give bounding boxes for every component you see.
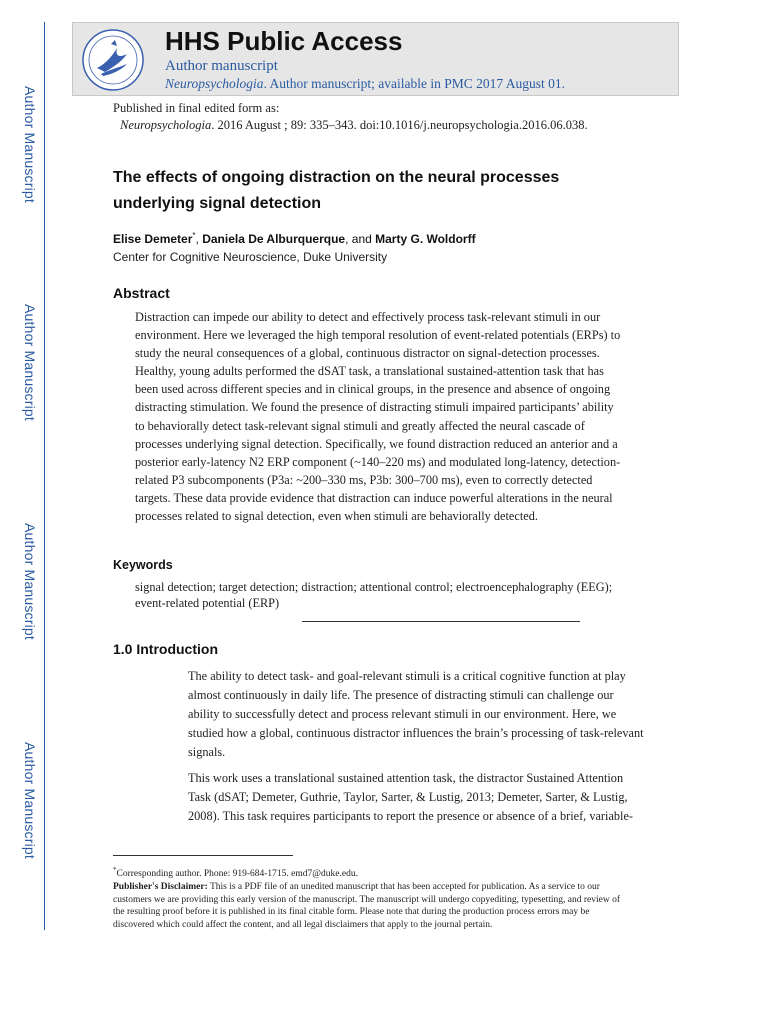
section-divider [302,621,580,622]
abstract-line: been used across different species and in clinical groups, in the presence and absence of ongoing [135,382,611,397]
author-separator: , [195,232,203,246]
footnote-rule [113,855,293,856]
title-line: underlying signal detection [113,195,322,212]
published-in [113,100,588,134]
abstract-body [135,308,640,525]
intro-line: This work uses a translational sustained attention task, the distractor Sustained Attention [188,771,624,785]
keywords-line: signal detection; target detection; distraction; attentional control; electroencephalography (EEG); [135,580,613,594]
published-journal: Neuropsychologia [120,118,212,132]
hhs-title: HHS Public Access [165,26,403,56]
abstract-line: targets. These data provide evidence that distraction can induce powerful alterations in the neural [135,490,613,505]
side-label-author-manuscript: Author Manuscript [22,304,38,422]
intro-line: almost continuously in daily life. The presence of distracting stimuli can challenge our [188,688,614,702]
intro-line: The ability to detect task- and goal-relevant stimuli is a critical cognitive function at play [188,669,626,683]
author-list [113,231,476,246]
title-line: The effects of ongoing distraction on the neural processes [113,169,560,186]
abstract-line: distracting stimulation. We found the presence of distracting stimuli impaired participants’ ability [135,400,614,415]
abstract-line: Healthy, young adults performed the dSAT task, a translational sustained-attention task that has [135,364,604,379]
abstract-line: related P3 subcomponents (P3a: ~200–330 ms, P3b: 300–700 ms), even to correctly detected [135,472,593,487]
disclaimer-line: discovered which could affect the content, and all legal disclaimers that apply to the journal pertain. [113,919,493,930]
author-separator: , and [345,232,376,246]
footnote-text: Corresponding author. Phone: 919-684-1715. emd7@duke.edu. [116,869,358,880]
published-citation-text: . 2016 August ; 89: 335–343. doi:10.1016/j.neuropsychologia.2016.06.038. [211,118,588,132]
intro-line: signals. [188,745,226,759]
availability-text: . Author manuscript; available in PMC 2017 August 01. [263,76,565,91]
intro-paragraph-2 [188,769,658,826]
affiliation: Center for Cognitive Neuroscience, Duke University [113,250,388,264]
author-name: Daniela De Alburquerque [202,232,346,246]
keywords-body [135,579,640,611]
journal-availability [165,76,565,92]
disclaimer-line: customers we are providing this early version of the manuscript. The manuscript will undergo copyediting, typesetting, and review of [113,894,620,905]
corresponding-footnote [113,866,358,879]
disclaimer-label: Publisher's Disclaimer: [113,882,208,892]
author-manuscript-label: Author manuscript [165,58,278,74]
abstract-line: posterior early-latency N2 ERP component (~140–220 ms) and modulated long-latency, detection- [135,454,621,469]
hhs-seal-icon [81,28,145,92]
side-label-author-manuscript: Author Manuscript [22,523,38,641]
abstract-line: study the neural consequences of a global, continuous distractor on signal-detection processes. [135,346,600,361]
published-label: Published in final edited form as: [113,101,280,115]
keywords-heading: Keywords [113,558,173,572]
intro-line: Task (dSAT; Demeter, Guthrie, Taylor, Sarter, & Lustig, 2013; Demeter, Sarter, & Lustig, [188,790,628,804]
article-title [113,165,653,217]
intro-line: 2008). This task requires participants to report the presence or absence of a brief, variable- [188,809,634,823]
abstract-line: processes related to signal detection, even when stimuli are behaviorally detected. [135,509,538,524]
abstract-line: processes underlying signal detection. Specifically, we found distraction reduced an anterior and a [135,436,618,451]
abstract-line: to behaviorally detect task-relevant signal stimuli and greatly affected the neural cascade of [135,418,585,433]
side-rule [44,22,45,930]
intro-line: ability to successfully detect and process relevant stimuli in our environment. Here, we [188,707,617,721]
intro-line: studied how a global, continuous distractor influences the brain’s processing of task-relevant [188,726,644,740]
abstract-line: Distraction can impede our ability to detect and effectively process task-relevant stimuli in our [135,310,601,324]
published-citation [113,117,588,134]
journal-name: Neuropsychologia [165,76,264,91]
author-name: Elise Demeter [113,232,193,246]
hhs-header [72,22,679,96]
publisher-disclaimer [113,881,653,931]
footnote-mark: * [113,866,117,874]
corresponding-mark: * [192,231,196,240]
disclaimer-line: the resulting proof before it is published in its final citable form. Please note that during the production process errors may be [113,907,590,917]
introduction-heading: 1.0 Introduction [113,641,218,657]
author-name: Marty G. Woldorff [375,232,476,246]
side-label-author-manuscript: Author Manuscript [22,86,38,204]
disclaimer-line: This is a PDF file of an unedited manuscript that has been accepted for publication. As a service to our [207,882,600,892]
abstract-heading: Abstract [113,285,170,301]
intro-paragraph-1 [188,667,658,762]
abstract-line: environment. Here we leveraged the high temporal resolution of event-related potentials (ERPs) to [135,328,621,343]
keywords-line: event-related potential (ERP) [135,596,280,610]
side-label-author-manuscript: Author Manuscript [22,742,38,860]
